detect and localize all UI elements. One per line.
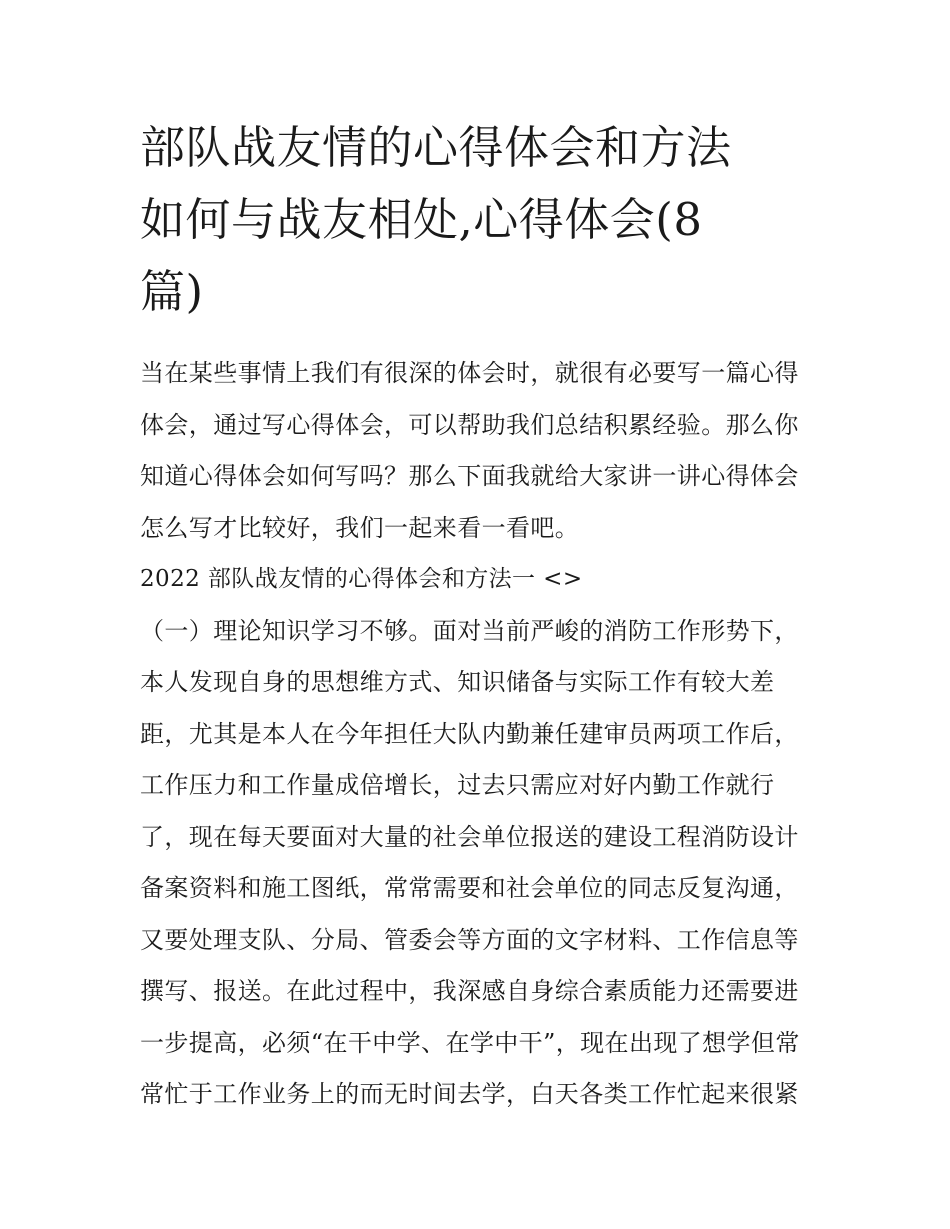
section-line-10: 常忙于工作业务上的而无时间去学，白天各类工作忙起来很紧 — [140, 1080, 799, 1108]
document-title — [140, 112, 812, 328]
section-line-5: 了，现在每天要面对大量的社会单位报送的建设工程消防设计 — [140, 822, 799, 851]
title-line-3: 篇) — [140, 265, 204, 318]
section-heading: 2022 部队战友情的心得体会和方法一 <> — [140, 566, 583, 592]
intro-line-2: 体会，通过写心得体会，可以帮助我们总结积累经验。那么你 — [140, 410, 799, 439]
section-line-6: 备案资料和施工图纸，常常需要和社会单位的同志反复沟通， — [140, 874, 799, 902]
intro-line-3: 知道心得体会如何写吗？那么下面我就给大家讲一讲心得体会 — [140, 462, 799, 490]
section-line-3: 距，尤其是本人在今年担任大队内勤兼任建审员两项工作后， — [140, 719, 799, 748]
title-line-2: 如何与战友相处,心得体会(8 — [140, 193, 703, 246]
document-page — [140, 112, 812, 1121]
title-line-1: 部队战友情的心得体会和方法 — [140, 121, 732, 174]
section-line-1: （一）理论知识学习不够。面对当前严峻的消防工作形势下， — [140, 616, 799, 645]
section-line-2: 本人发现自身的思想维方式、知识储备与实际工作有较大差 — [140, 668, 775, 696]
section-line-9: 一步提高，必须“在干中学、在学中干”，现在出现了想学但常 — [140, 1028, 800, 1057]
section-line-8: 撰写、报送。在此过程中，我深感自身综合素质能力还需要进 — [140, 977, 799, 1005]
section-line-7: 又要处理支队、分局、管委会等方面的文字材料、工作信息等 — [140, 925, 799, 954]
intro-line-1: 当在某些事情上我们有很深的体会时，就很有必要写一篇心得 — [140, 359, 799, 387]
document-body — [140, 348, 812, 1121]
intro-line-4: 怎么写才比较好，我们一起来看一看吧。 — [140, 513, 580, 542]
section-line-4: 工作压力和工作量成倍增长，过去只需应对好内勤工作就行 — [140, 771, 775, 799]
